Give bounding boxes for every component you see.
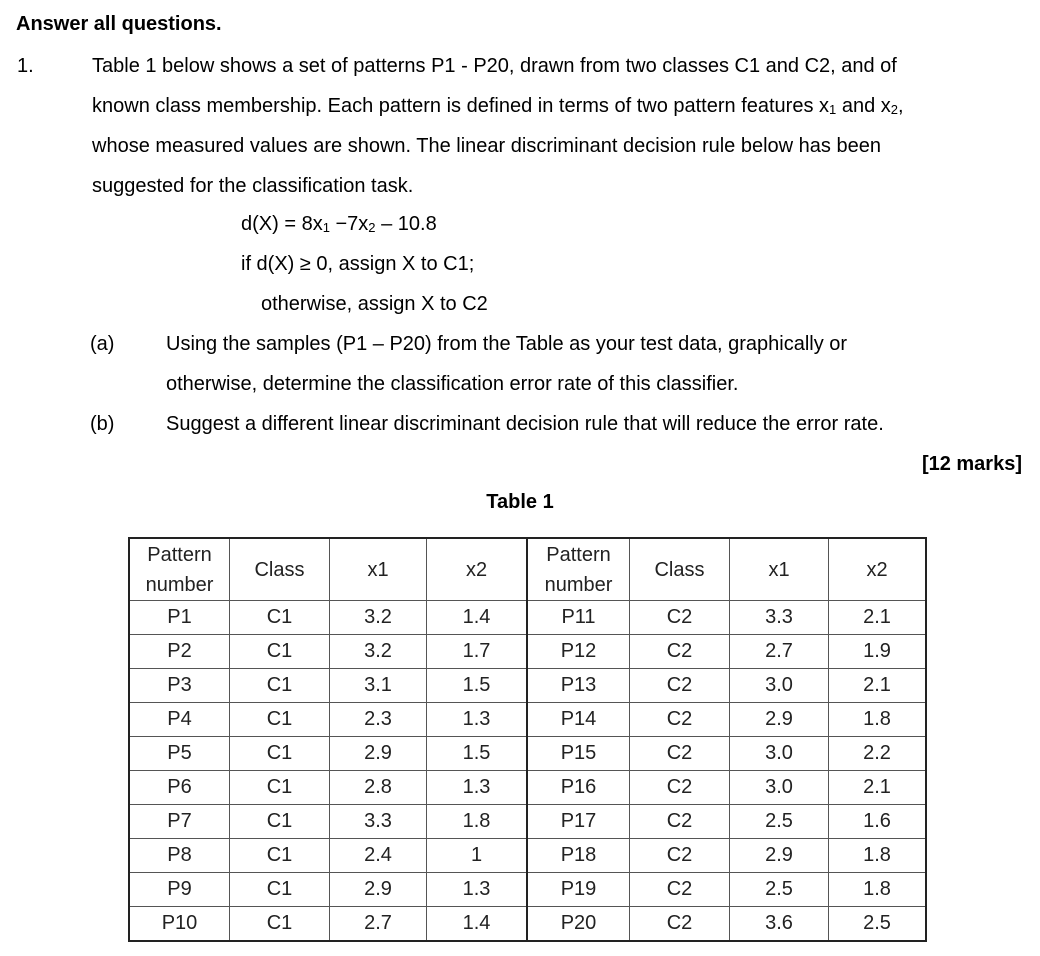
header-pattern-number (527, 538, 630, 601)
subscript: 2 (368, 220, 376, 235)
intro-text: , (897, 95, 904, 117)
cell-x1: 2.9 (730, 703, 829, 737)
cell-x2: 2.2 (829, 737, 927, 771)
cell-pattern: P9 (129, 873, 230, 907)
cell-pattern: P15 (527, 737, 630, 771)
cell-x2: 2.1 (829, 601, 927, 635)
table-row (129, 737, 926, 771)
cell-x2: 1.5 (427, 737, 528, 771)
header-text: Pattern (147, 543, 212, 566)
cell-x1: 3.2 (330, 635, 427, 669)
header-x2: x2 (829, 538, 927, 601)
table-row (129, 907, 926, 942)
marks-label: [12 marks] (921, 453, 1022, 475)
cell-pattern: P2 (129, 635, 230, 669)
cell-pattern: P18 (527, 839, 630, 873)
intro-text: and x (836, 95, 891, 117)
cell-class: C1 (230, 805, 330, 839)
cell-pattern: P3 (129, 669, 230, 703)
cell-x1: 3.1 (330, 669, 427, 703)
page-heading: Answer all questions. (16, 13, 222, 35)
cell-x2: 1.7 (427, 635, 528, 669)
cell-x1: 2.9 (330, 873, 427, 907)
part-b-text: Suggest a different linear discriminant decision rule that will reduce the error rate. (166, 413, 884, 435)
cell-class: C1 (230, 873, 330, 907)
cell-x2: 1.8 (427, 805, 528, 839)
question-intro-line: Table 1 below shows a set of patterns P1 - P20, drawn from two classes C1 and C2, and of (92, 55, 897, 77)
cell-class: C1 (230, 839, 330, 873)
cell-x2: 1.9 (829, 635, 927, 669)
part-a-text: otherwise, determine the classification error rate of this classifier. (166, 373, 739, 395)
question-intro-line: whose measured values are shown. The linear discriminant decision rule below has been (92, 135, 881, 157)
cell-class: C2 (630, 635, 730, 669)
equation-text: d(X) = 8x (241, 213, 323, 235)
decision-rule-otherwise: otherwise, assign X to C2 (261, 293, 488, 315)
cell-class: C2 (630, 839, 730, 873)
cell-x1: 2.9 (730, 839, 829, 873)
cell-x1: 3.0 (730, 669, 829, 703)
cell-class: C1 (230, 907, 330, 942)
table-row (129, 805, 926, 839)
cell-pattern: P8 (129, 839, 230, 873)
cell-class: C2 (630, 805, 730, 839)
intro-text: known class membership. Each pattern is defined in terms of two pattern features x (92, 95, 830, 117)
cell-x2: 1.4 (427, 601, 528, 635)
cell-class: C1 (230, 771, 330, 805)
cell-x2: 2.1 (829, 669, 927, 703)
cell-pattern: P1 (129, 601, 230, 635)
cell-x2: 2.1 (829, 771, 927, 805)
subscript: 1 (829, 102, 837, 117)
cell-class: C1 (230, 669, 330, 703)
cell-class: C2 (630, 601, 730, 635)
header-text: Pattern (546, 543, 611, 566)
cell-x2: 1.3 (427, 703, 528, 737)
part-a-label: (a) (90, 333, 115, 355)
header-x2: x2 (427, 538, 528, 601)
cell-x1: 2.3 (330, 703, 427, 737)
question-intro-line (92, 94, 904, 118)
equation-text: −7x (329, 213, 369, 235)
cell-x1: 3.2 (330, 601, 427, 635)
cell-x1: 3.0 (730, 771, 829, 805)
cell-pattern: P13 (527, 669, 630, 703)
header-x1: x1 (730, 538, 829, 601)
cell-pattern: P12 (527, 635, 630, 669)
cell-x1: 2.7 (730, 635, 829, 669)
cell-x2: 1.8 (829, 873, 927, 907)
table-row (129, 873, 926, 907)
cell-x2: 1 (427, 839, 528, 873)
table-header-row (129, 538, 926, 601)
cell-x1: 2.8 (330, 771, 427, 805)
cell-pattern: P10 (129, 907, 230, 942)
decision-rule-equation (241, 212, 437, 236)
cell-x2: 1.3 (427, 873, 528, 907)
table-title: Table 1 (486, 491, 554, 513)
decision-rule-if: if d(X) ≥ 0, assign X to C1; (241, 253, 475, 275)
cell-x2: 2.5 (829, 907, 927, 942)
table-row (129, 703, 926, 737)
cell-pattern: P20 (527, 907, 630, 942)
question-intro-line: suggested for the classification task. (92, 175, 414, 197)
cell-pattern: P11 (527, 601, 630, 635)
cell-pattern: P4 (129, 703, 230, 737)
cell-class: C1 (230, 703, 330, 737)
header-class: Class (230, 538, 330, 601)
cell-x2: 1.4 (427, 907, 528, 942)
cell-x2: 1.8 (829, 839, 927, 873)
cell-x1: 2.4 (330, 839, 427, 873)
cell-pattern: P5 (129, 737, 230, 771)
cell-x1: 3.6 (730, 907, 829, 942)
cell-class: C2 (630, 669, 730, 703)
cell-x1: 2.7 (330, 907, 427, 942)
cell-pattern: P7 (129, 805, 230, 839)
cell-class: C1 (230, 601, 330, 635)
table-row (129, 601, 926, 635)
question-number: 1. (17, 55, 34, 77)
cell-pattern: P19 (527, 873, 630, 907)
cell-x2: 1.8 (829, 703, 927, 737)
table-row (129, 669, 926, 703)
cell-class: C1 (230, 737, 330, 771)
cell-class: C2 (630, 737, 730, 771)
cell-x1: 3.3 (330, 805, 427, 839)
equation-text: – 10.8 (375, 213, 437, 235)
cell-pattern: P14 (527, 703, 630, 737)
table-row (129, 771, 926, 805)
cell-class: C2 (630, 771, 730, 805)
cell-class: C1 (230, 635, 330, 669)
table-row (129, 839, 926, 873)
patterns-table (128, 537, 927, 942)
cell-x2: 1.5 (427, 669, 528, 703)
cell-x1: 2.5 (730, 805, 829, 839)
cell-pattern: P17 (527, 805, 630, 839)
header-class: Class (630, 538, 730, 601)
cell-x1: 2.9 (330, 737, 427, 771)
cell-class: C2 (630, 873, 730, 907)
part-b-label: (b) (90, 413, 115, 435)
cell-pattern: P16 (527, 771, 630, 805)
part-a-text: Using the samples (P1 – P20) from the Table as your test data, graphically or (166, 333, 848, 355)
header-text: number (145, 573, 214, 596)
cell-class: C2 (630, 703, 730, 737)
header-pattern-number (129, 538, 230, 601)
cell-x1: 3.3 (730, 601, 829, 635)
cell-x2: 1.6 (829, 805, 927, 839)
cell-x1: 2.5 (730, 873, 829, 907)
header-x1: x1 (330, 538, 427, 601)
cell-class: C2 (630, 907, 730, 942)
subscript: 2 (890, 102, 898, 117)
cell-x2: 1.3 (427, 771, 528, 805)
cell-x1: 3.0 (730, 737, 829, 771)
header-text: number (544, 573, 613, 596)
subscript: 1 (322, 220, 330, 235)
cell-pattern: P6 (129, 771, 230, 805)
table-row (129, 635, 926, 669)
